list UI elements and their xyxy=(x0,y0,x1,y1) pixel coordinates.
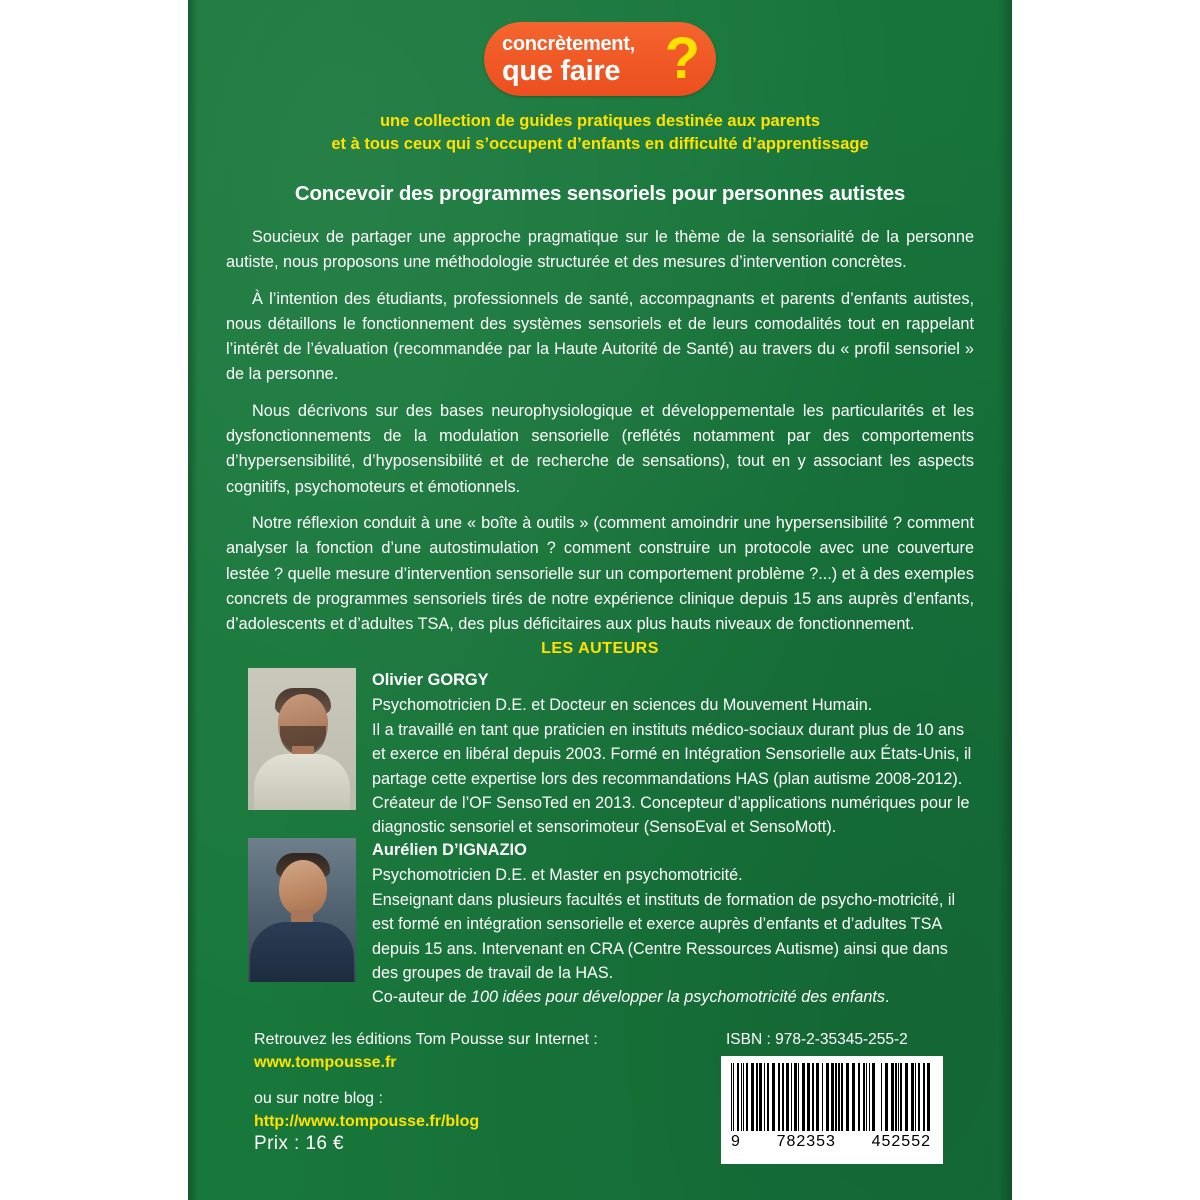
logo-line-1: concrètement, xyxy=(502,33,635,55)
page-title: Concevoir des programmes sensoriels pour personnes autistes xyxy=(294,182,906,205)
isbn-label: ISBN : 978-2-35345-255-2 xyxy=(726,1031,908,1048)
collection-logo-wrap xyxy=(188,22,1012,96)
coauthor-book-title: 100 idées pour développer la psychomotricité des enfants xyxy=(470,988,885,1007)
author-bio-line: Psychomotricien D.E. et Master en psychomotricité. xyxy=(372,866,743,885)
barcode-digits xyxy=(731,1131,933,1151)
photo-body-shape xyxy=(250,922,354,982)
price-label: Prix : 16 € xyxy=(254,1133,344,1154)
back-cover-blurb xyxy=(226,225,974,648)
publisher-blog-link[interactable]: http://www.tompousse.fr/blog xyxy=(254,1113,480,1130)
spine-shadow-right xyxy=(998,0,1012,1200)
logo-line-2: que faire xyxy=(502,55,621,87)
barcode xyxy=(721,1056,943,1164)
blurb-paragraph: À l’intention des étudiants, professionnels de santé, accompagnants et parents d’enfants autistes, nous détaillons le fonctionnement des systèmes sensoriels et de leurs comodalités tout en rappelant l’intérêt de l’évaluation (recommandée par la Haute Autorité de Santé) au travers du « profil sensoriel » de la personne. xyxy=(226,289,974,384)
blurb-paragraph: Notre réflexion conduit à une « boîte à outils » (comment amoindrir une hypersensibilité ? comment analyser la fonction d’une autostimulation ? comment construire un protocole avec une couverture lestée ? quelle mesure d’intervention sensorielle sur un comportement problème ?...) et à des exemples concrets de programmes sensoriels tirés de notre expérience clinique depuis 15 ans auprès d’enfants, d’adolescents et d’adultes TSA, des plus déficitaires aux plus hauts niveaux de fonctionnement. xyxy=(226,513,974,634)
publisher-blog-label: ou sur notre blog : xyxy=(254,1090,383,1107)
photo-head-shape xyxy=(279,860,327,916)
author-bio-body: Il a travaillé en tant que praticien en instituts médico-sociaux durant plus de 10 ans et exerce en libéral depuis 2003. Formé en Intégration Sensorielle aux États-Unis, il partage cette expertise lors des recommandations HAS (plan autisme 2008-2012). Créateur de l’OF SensoTed en 2013. Concepteur d’applications numériques pour le diagnostic sensoriel et sensorimoteur (SensoEval et SensoMott). xyxy=(372,720,972,837)
spine-shadow-left xyxy=(188,0,198,1200)
author-text xyxy=(372,668,974,840)
coauthor-prefix: Co-auteur de xyxy=(372,988,471,1007)
author-text xyxy=(372,838,974,1010)
back-cover xyxy=(188,0,1012,1200)
author-photo-olivier-gorgy xyxy=(248,668,356,810)
publisher-website-link[interactable]: www.tompousse.fr xyxy=(254,1054,397,1071)
coauthor-suffix: . xyxy=(884,988,890,1007)
authors-heading: LES AUTEURS xyxy=(541,640,659,657)
barcode-bars xyxy=(731,1063,933,1131)
publisher-internet-label: Retrouvez les éditions Tom Pousse sur Internet : xyxy=(254,1031,598,1048)
author-photo-aurelien-dignazio xyxy=(248,838,356,982)
collection-logo xyxy=(484,22,716,96)
author-name: Aurélien D’IGNAZIO xyxy=(372,841,527,859)
barcode-digit-group-right: 452552 xyxy=(871,1133,931,1150)
author-entry xyxy=(248,668,974,840)
barcode-digit-group-left: 9 xyxy=(731,1133,741,1150)
author-bio-body: Enseignant dans plusieurs facultés et instituts de formation de psycho-motricité, il est formé en intégration sensorielle et exerce auprès d’enfants et d’adultes TSA depuis 15 ans. Intervenant en CRA (Centre Ressources Autisme) ainsi que dans des groupes de travail de la HAS. xyxy=(372,890,956,983)
blurb-paragraph: Nous décrivons sur des bases neurophysiologique et développementale les particularités et les dysfonctionnements de la modulation sensorielle (reflétés notamment par des comportements d’hypersensibilité, d’hyposensibilité et de recherche de sensations), tout en y associant les aspects cognitifs, psychomoteurs et émotionnels. xyxy=(226,401,974,496)
author-bio-coauthor-line xyxy=(372,985,974,1009)
author-entry xyxy=(248,838,974,1010)
author-name: Olivier GORGY xyxy=(372,671,489,689)
question-mark-icon: ? xyxy=(664,26,700,91)
collection-tagline-line-2: et à tous ceux qui s’occupent d’enfants en difficulté d’apprentissage xyxy=(331,135,869,153)
author-bio-line: Psychomotricien D.E. et Docteur en sciences du Mouvement Humain. xyxy=(372,696,873,715)
collection-tagline xyxy=(226,110,974,156)
photo-body-shape xyxy=(254,754,350,810)
author-bio xyxy=(372,863,974,1009)
collection-tagline-line-1: une collection de guides pratiques destinée aux parents xyxy=(379,112,821,130)
publisher-footer xyxy=(254,1028,598,1146)
blurb-paragraph: Soucieux de partager une approche pragmatique sur le thème de la sensorialité de la personne autiste, nous proposons une méthodologie structurée et des mesures d’intervention concrètes. xyxy=(226,228,974,272)
barcode-digit-group-mid: 782353 xyxy=(776,1133,836,1150)
author-bio xyxy=(372,693,974,839)
